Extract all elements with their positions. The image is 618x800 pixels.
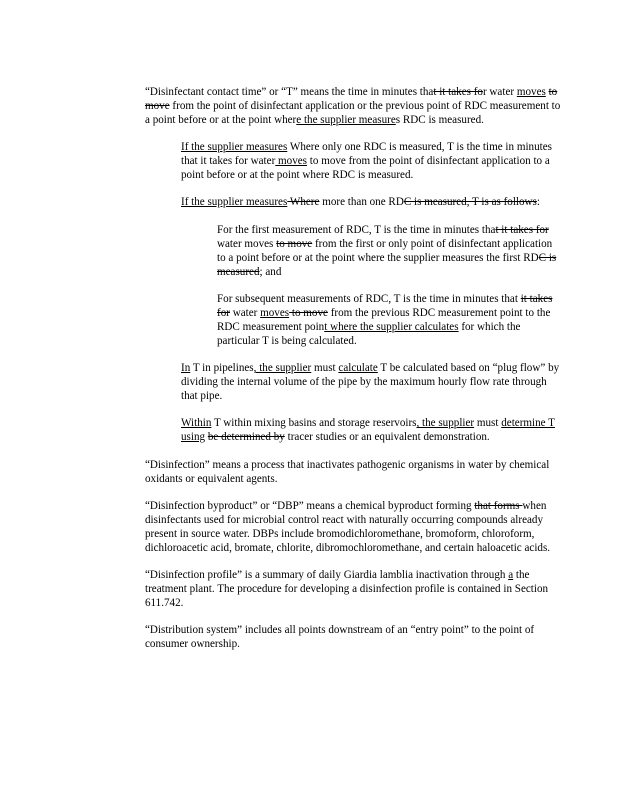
inserted-text: t where the supplier calculates: [324, 320, 459, 333]
definition-paragraph-subsequent-measurements: [217, 293, 562, 349]
inserted-text: , the supplier: [416, 417, 475, 430]
body-text: for which the particular T is being calculated.: [217, 320, 521, 347]
body-text: from the point of disinfectant application or the previous point of RDC measurement to a point before or at the point wher: [145, 99, 561, 126]
inserted-text: , the supplier: [253, 362, 312, 375]
definition-paragraph-disinfection: [145, 459, 562, 487]
deleted-text: Where: [287, 196, 320, 209]
inserted-text: moves: [275, 155, 308, 168]
body-text: For subsequent measurements of RDC, T is the time in minutes that: [217, 292, 521, 305]
body-text: :: [536, 196, 540, 209]
deleted-text: C is measured: [217, 251, 557, 278]
inserted-text: If the supplier measures: [181, 141, 288, 154]
inserted-text: determine T using: [181, 417, 555, 444]
definition-paragraph-distribution: [145, 624, 562, 652]
definition-paragraph-contact-time: [145, 86, 562, 128]
deleted-text: that forms: [474, 499, 523, 512]
body-text: from the previous RDC measurement point to the RDC measurement poin: [217, 306, 551, 333]
inserted-text: In: [181, 362, 191, 375]
body-text: to move from the point of disinfectant application to a point before or at the point where RDC is measured.: [181, 155, 550, 182]
body-text: “Disinfection” means a process that inactivates pathogenic organisms in water by chemical oxidants or equivalent agents.: [145, 458, 550, 485]
body-text: more than one RD: [319, 196, 404, 209]
body-text: For the first measurement of RDC, T is the time in minutes tha: [217, 223, 496, 236]
body-text: Where only one RDC is measured, T is the time in minutes that it takes for water: [181, 141, 552, 168]
definition-paragraph-mixing-basins: [181, 417, 562, 445]
body-text: must: [311, 362, 339, 375]
inserted-text: If the supplier measures: [181, 196, 288, 209]
deleted-text: be determined by: [207, 431, 285, 444]
definition-paragraph-profile: [145, 569, 562, 611]
inserted-text: moves: [260, 306, 290, 319]
body-text: water: [229, 306, 261, 319]
deleted-text: to move: [289, 306, 328, 319]
inserted-text: a: [508, 569, 514, 582]
body-text: T in pipelines: [190, 362, 254, 375]
body-text: from the first or only point of disinfectant application to a point before or at the point where the supplier measures the first RD: [217, 237, 553, 264]
inserted-text: e the supplier measure: [296, 113, 396, 126]
inserted-text: calculate: [338, 362, 378, 375]
deleted-text: to move: [276, 237, 313, 250]
body-text: ; and: [259, 265, 282, 278]
definition-paragraph-dbp: [145, 500, 562, 556]
deleted-text: t it takes fo: [433, 86, 483, 98]
body-text: when disinfectants used for microbial control react with naturally occurring compounds already present in source water. DBPs include bromodichloromethane, bromoform, chloroform, dichloroacetic acid, bromate, chlorite, dibromochloromethane, and certain haloacetic acids.: [145, 499, 551, 554]
body-text: tracer studies or an equivalent demonstration.: [284, 431, 490, 444]
body-text: “Disinfectant contact time” or “T” means the time in minutes tha: [145, 86, 434, 98]
body-text: “Disinfection byproduct” or “DBP” means a chemical byproduct forming: [145, 499, 475, 512]
body-text: s RDC is measured.: [395, 113, 484, 126]
deleted-text: t it takes for: [495, 223, 549, 236]
deleted-text: to move: [145, 86, 558, 112]
definition-paragraph-more-than-one-rdc: [181, 196, 562, 210]
body-text: r water: [482, 86, 517, 98]
definition-paragraph-first-measurement: [217, 224, 562, 280]
body-text: T within mixing basins and storage reservoirs: [211, 417, 417, 430]
inserted-text: moves: [516, 86, 546, 98]
deleted-text: C is measured, T is as follows: [403, 196, 537, 209]
body-text: “Disinfection profile” is a summary of daily Giardia lamblia inactivation through: [145, 569, 509, 582]
body-text: water moves: [217, 237, 277, 250]
definition-paragraph-pipelines: [181, 362, 562, 404]
deleted-text: it takes for: [217, 292, 553, 319]
inserted-text: Within: [181, 417, 212, 430]
body-text: T be calculated based on “plug flow” by dividing the internal volume of the pipe by the maximum hourly flow rate through that pipe.: [181, 362, 560, 402]
body-text: “Distribution system” includes all points downstream of an “entry point” to the point of consumer ownership.: [145, 624, 535, 651]
body-text: must: [474, 417, 502, 430]
definition-paragraph-only-one-rdc: [181, 141, 562, 183]
body-text: the treatment plant. The procedure for developing a disinfection profile is contained in Section 611.742.: [145, 569, 549, 609]
